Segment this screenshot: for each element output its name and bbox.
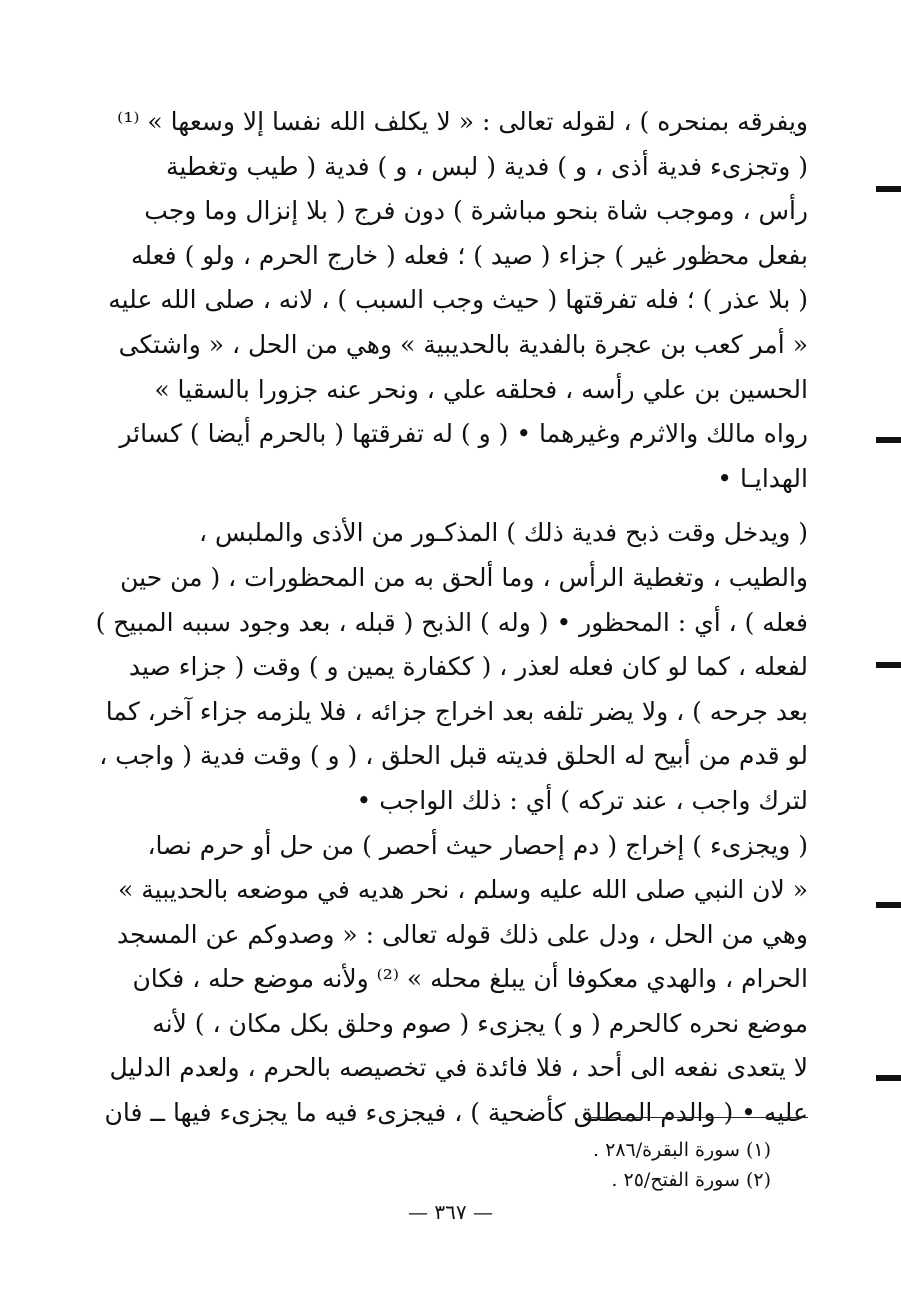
footnote-divider xyxy=(588,1117,808,1118)
margin-mark xyxy=(876,902,901,908)
text-line: الحسين بن علي رأسه ، فحلقه علي ، ونحر عنه جزورا بالسقيا » xyxy=(154,374,808,404)
text-line: الحرام ، والهدي معكوفا أن يبلغ محله » ⁽²⁾ ولأنه موضع حله ، فكان xyxy=(132,964,808,994)
text-line: رواه مالك والاثرم وغيرهما • ( و ) له تفرقتها ( بالحرم أيضا ) كسائر xyxy=(119,419,808,449)
text-line: والطيب ، وتغطية الرأس ، وما ألحق به من المحظورات ، ( من حين xyxy=(120,562,808,592)
text-line: لفعله ، كما لو كان فعله لعذر ، ( ككفارة يمين و ) وقت ( جزاء صيد xyxy=(128,652,808,682)
text-line: موضع نحره كالحرم ( و ) يجزىء ( صوم وحلق بكل مكان ، ) لأنه xyxy=(152,1008,808,1038)
text-line: ( وتجزىء فدية أذى ، و ) فدية ( لبس ، و ) فدية ( طيب وتغطية xyxy=(165,151,808,181)
text-line: فعله ) ، أي : المحظور • ( وله ) الذبح ( قبله ، بعد وجود سببه المبيح ) xyxy=(95,607,808,637)
margin-mark xyxy=(876,1075,901,1081)
footnotes xyxy=(371,1135,771,1195)
text-line: رأس ، وموجب شاة بنحو مباشرة ) دون فرج ( بلا إنزال وما وجب xyxy=(144,196,808,226)
text-line: ويفرقه بمنحره ) ، لقوله تعالى : « لا يكلف الله نفسا إلا وسعها » ⁽¹⁾ xyxy=(117,107,808,136)
text-line: بعد جرحه ) ، ولا يضر تلفه بعد اخراج جزائه ، فلا يلزمه جزاء آخر، كما xyxy=(105,696,808,726)
text-line: لو قدم من أبيح له الحلق فديته قبل الحلق ، ( و ) وقت فدية ( واجب ، xyxy=(99,741,808,771)
footnote-2: (٢) سورة الفتح/٢٥ . xyxy=(611,1169,771,1191)
text-line: « لان النبي صلى الله عليه وسلم ، نحر هديه في موضعه بالحديبية » xyxy=(118,875,808,905)
text-line: الهدايـا • xyxy=(717,463,808,493)
margin-mark xyxy=(876,186,901,192)
page-number: — ٣٦٧ — xyxy=(408,1200,493,1224)
text-line: ( ويدخل وقت ذبح فدية ذلك ) المذكـور من الأذى والملبس ، xyxy=(198,518,808,548)
text-line: عليه • ( والدم المطلق كأضحية ) ، فيجزىء فيه ما يجزىء فيها ــ فان xyxy=(104,1098,808,1128)
paragraph-gap xyxy=(158,501,808,511)
text-line: ( ويجزىء ) إخراج ( دم إحصار حيث أحصر ) من حل أو حرم نصا، xyxy=(147,830,808,860)
margin-mark xyxy=(876,437,901,443)
text-line: لا يتعدى نفعه الى أحد ، فلا فائدة في تخصيصه بالحرم ، ولعدم الدليل xyxy=(109,1053,808,1083)
text-line: بفعل محظور غير ) جزاء ( صيد ) ؛ فعله ( خارج الحرم ، ولو ) فعله xyxy=(130,240,808,270)
page-text xyxy=(95,100,808,1200)
text-line: لترك واجب ، عند تركه ) أي : ذلك الواجب • xyxy=(356,785,808,815)
footnote-1: (١) سورة البقرة/٢٨٦ . xyxy=(593,1139,771,1161)
text-line: وهي من الحل ، ودل على ذلك قوله تعالى : « وصدوكم عن المسجد xyxy=(116,919,808,949)
text-line: ( بلا عذر ) ؛ فله تفرقتها ( حيث وجب السبب ) ، لانه ، صلى الله عليه xyxy=(108,285,808,315)
text-line: « أمر كعب بن عجرة بالفدية بالحديبية » وهي من الحل ، « واشتكى xyxy=(118,329,808,359)
margin-mark xyxy=(876,662,901,668)
